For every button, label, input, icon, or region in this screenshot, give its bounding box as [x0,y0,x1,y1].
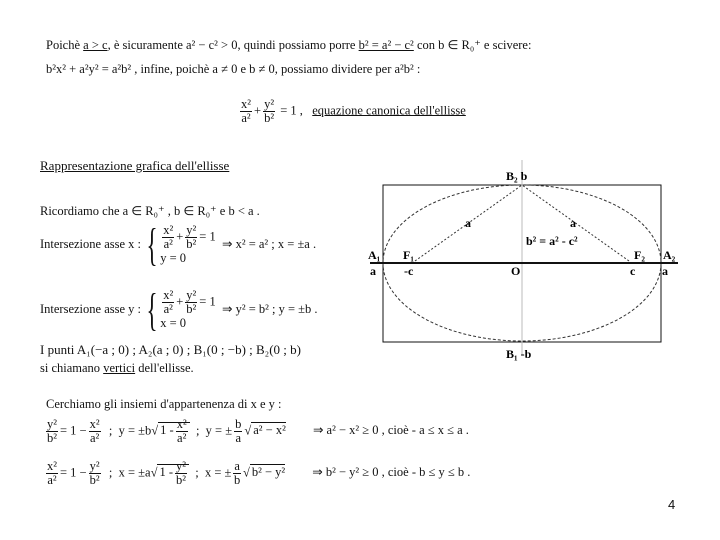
t: y = ± [205,423,233,438]
d: a² [89,431,100,445]
text: , è sicuramente a² − c² > 0, quindi possiamo porre [107,38,356,52]
d: b² [186,302,197,316]
cond: x = 0 [160,316,187,330]
d: a² [163,237,173,251]
domain-row-x: $\frac{\text{y²}}{\text{b²}}$ = 1 − $\frac{\text{x²}}{\text{a²}}$ ; y = ±b√ 1 - $\frac{\text{x²}}{\text{a²}}$ ; y = ± $\frac{b}{a}$ √ a² − x² ⇒ a² − x² ≥ 0 , cioè - a ≤ x ≤ a . [47,417,469,445]
t: ; [195,423,200,438]
label-neg-c: -c [404,264,414,278]
plus: + [254,103,262,118]
t: x = ± [204,465,232,480]
d: a [235,431,241,445]
t: = 1 − [60,465,87,480]
label-neg-a: a [370,264,376,278]
t: = 1 − [60,423,87,438]
b-definition: b² = a² − c² [358,38,414,52]
num: x² [241,97,251,111]
condition: a > c [83,38,108,52]
intro-line-1 [46,37,531,53]
label-seg-a: a [465,216,471,230]
label-f2: F₂ [634,248,645,262]
t: y = ±b [118,423,152,438]
t: dell'ellisse. [138,361,194,375]
eq-rest: = 1 , [280,103,303,118]
n: x² [176,417,187,431]
n: y² [186,223,197,237]
den: a² [241,111,251,125]
label-f1: F₁ [403,248,414,262]
n: x² [89,417,100,431]
t: si chiamano [40,361,101,375]
n: x² [47,459,57,473]
den: b² [264,111,275,125]
d: b² [47,431,57,445]
domain-row-y: $\frac{\text{x²}}{\text{a²}}$ = 1 − $\frac{\text{y²}}{\text{b²}}$ ; x = ±a√ 1 - $\frac{\text{y²}}{\text{b²}}$ ; x = ± $\frac{a}{b}$ √ b² − y² ⇒ b² − y² ≥ 0 , cioè - b ≤ y ≤ b . [47,459,471,487]
cond: y = 0 [160,251,187,265]
section-heading: Rappresentazione grafica dell'ellisse [40,158,230,173]
t: ; [195,465,199,480]
t: ⇒ a² − x² ≥ 0 , cioè - a ≤ x ≤ a . [312,423,469,438]
n: y² [186,288,197,302]
label-origin: O [511,264,521,278]
t: 1 - [160,423,174,438]
t: vertici [103,361,136,375]
num: y² [264,97,275,111]
recall-text: Ricordiamo che a ∈ R₀⁺ , b ∈ R₀⁺ e b < a . [40,204,260,218]
t: 1 - [159,465,173,480]
result: ⇒ y² = b² ; y = ±b . [221,301,318,316]
intersection-x: Intersezione asse x : { $\frac{\text{x²}}{\text{a²}}$ + $\frac{\text{y²}}{\text{b²}}$ = 1 y = 0 ⇒ x² = a² ; x = ±a . [40,219,317,270]
n: b [235,417,242,431]
n: x² [163,288,174,302]
label: Intersezione asse x : [40,236,142,251]
label-a2: A₂ [663,248,676,262]
d: b [234,473,241,487]
label-pos-a: a [662,264,668,278]
text: Poichè [46,38,81,52]
label: Intersezione asse y : [40,301,142,316]
t: ; [108,423,113,438]
d: b² [89,473,100,487]
t: b² − y² [251,465,286,480]
result: ⇒ x² = a² ; x = ±a . [221,236,317,251]
n: y² [89,459,100,473]
eq: = 1 [199,294,216,309]
label-formula: b² = a² - c² [526,234,578,248]
vertices-text [40,361,194,376]
n: y² [47,417,57,431]
domain-heading: Cerchiamo gli insiemi d'appartenenza di x e y : [46,397,282,411]
label-b2: B₂ b [506,169,528,183]
n: x² [163,223,174,237]
n: a [234,459,240,473]
d: a² [163,302,173,316]
d: a² [177,431,187,445]
intro-line-2: b²x² + a²y² = a²b² , infine, poichè a ≠ 0 e b ≠ 0, possiamo dividere per a²b² : [46,62,421,76]
canonical-equation [238,98,466,125]
t: ⇒ b² − y² ≥ 0 , cioè - b ≤ y ≤ b . [312,465,471,480]
d: b² [175,473,186,487]
label-b1: B₁ -b [506,347,532,361]
d: b² [186,237,197,251]
text: con b ∈ R₀⁺ e scivere: [416,38,532,52]
t: x = ±a [118,465,151,480]
t: a² − x² [253,423,286,438]
label-a1: A₁ [368,248,381,262]
vertices-points: I punti A₁(−a ; 0) ; A₂(a ; 0) ; B₁(0 ; −b) ; B₂(0 ; b) [40,342,301,357]
page-number: 4 [668,497,676,512]
n: y² [175,459,186,473]
t: ; [108,465,113,480]
label-pos-c: c [630,264,636,278]
eq: = 1 [199,229,216,244]
equation-label: equazione canonica dell'ellisse [312,103,466,118]
ellipse-diagram [360,155,690,365]
d: a² [47,473,57,487]
intersection-y: Intersezione asse y : { $\frac{\text{x²}}{\text{a²}}$ + $\frac{\text{y²}}{\text{b²}}$ = 1 x = 0 ⇒ y² = b² ; y = ±b . [40,284,318,335]
label-seg-a: a [570,216,576,230]
